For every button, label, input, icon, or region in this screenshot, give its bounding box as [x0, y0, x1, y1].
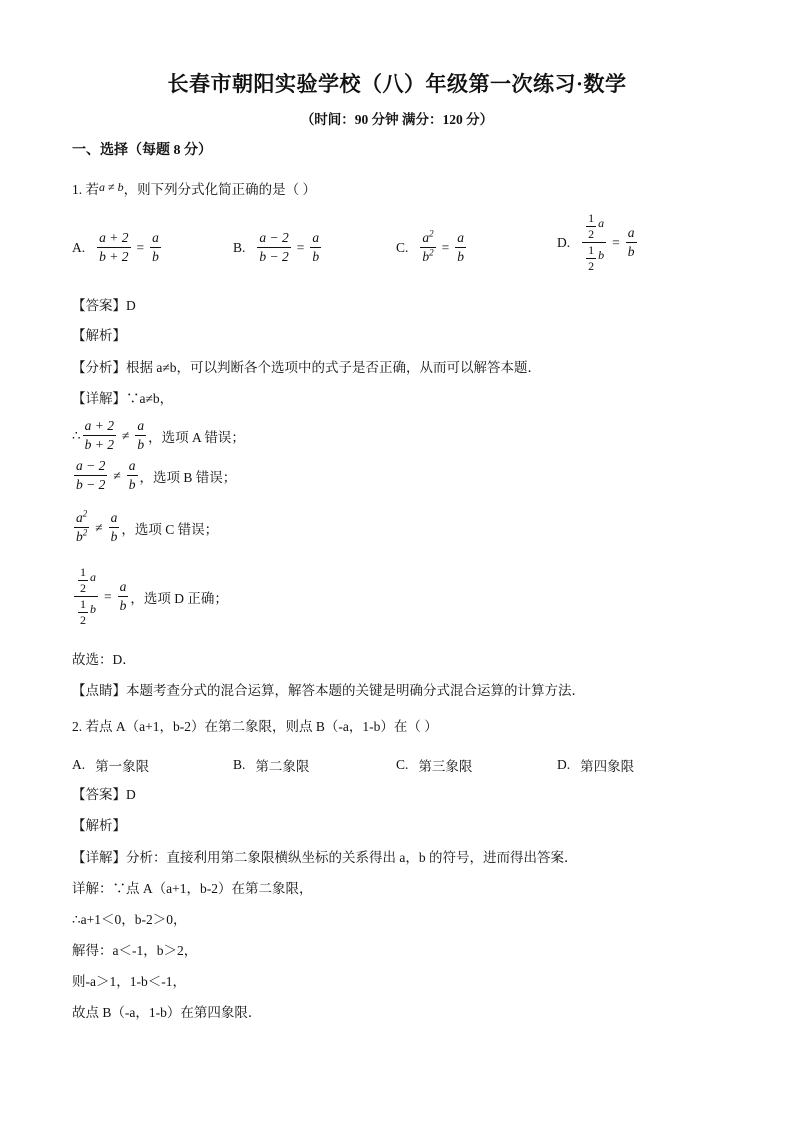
fraction	[74, 458, 107, 493]
equals-sign: =	[296, 239, 305, 255]
detail-line-a	[72, 418, 245, 453]
therefore-sign: ∴	[72, 427, 81, 443]
variable-a: a	[598, 215, 605, 230]
detail-line-b	[72, 458, 236, 493]
equals-sign: =	[441, 239, 450, 255]
fraction	[626, 225, 637, 260]
fraction	[135, 418, 146, 453]
option-b	[233, 755, 309, 775]
numerator: a	[137, 418, 145, 433]
not-equal-sign: ≠	[95, 519, 103, 535]
option-text: 第一象限	[95, 759, 150, 774]
numerator: a	[119, 579, 127, 594]
option-label: A.	[72, 239, 86, 255]
variable-a: a	[90, 569, 96, 584]
answer-1: 【答案】D	[72, 298, 136, 313]
analysis-title-1: 【解析】	[72, 328, 126, 343]
detail-line-c	[72, 510, 218, 545]
numerator-base: a	[76, 510, 83, 525]
fraction	[83, 418, 116, 453]
option-label: A.	[72, 757, 86, 772]
denominator-base: b	[422, 249, 430, 264]
denominator: b + 2	[99, 249, 129, 264]
not-equal-sign: ≠	[113, 467, 121, 483]
exam-info: （时间：90 分钟 满分：120 分）	[300, 112, 494, 127]
denominator: b	[119, 598, 127, 613]
section-heading: 一、选择（每题 8 分）	[72, 143, 212, 158]
option-label: B.	[233, 239, 246, 255]
fraction	[74, 510, 89, 545]
numerator: a	[627, 225, 635, 240]
question-1-prefix: 1. 若	[72, 182, 99, 197]
complex-fraction	[582, 212, 606, 273]
complex-fraction	[74, 566, 98, 627]
denominator: b	[128, 477, 136, 492]
step-3: 解得：a＜-1，b＞2，	[72, 943, 198, 958]
question-2-stem: 2. 若点 A（a+1，b-2）在第二象限，则点 B（-a，1-b）在（ ）	[72, 719, 438, 734]
numerator: a + 2	[99, 230, 129, 245]
denominator: b	[137, 437, 145, 452]
denominator-exponent: 2	[429, 247, 434, 258]
option-text: 第四象限	[580, 759, 635, 774]
option-d	[557, 212, 639, 273]
question-1-stem	[72, 178, 316, 199]
step-2: ∴a+1＜0，b-2＞0，	[72, 912, 187, 927]
step-1: 详解：∵点 A（a+1，b-2）在第二象限，	[72, 881, 313, 896]
option-text: 第三象限	[418, 759, 473, 774]
denominator: b	[152, 249, 159, 264]
answer-2: 【答案】D	[72, 787, 136, 802]
analysis-title-2: 【解析】	[72, 818, 126, 833]
numerator: a	[152, 230, 159, 245]
half-denominator: 2	[80, 581, 86, 595]
option-label: D.	[557, 234, 571, 250]
fraction	[97, 230, 130, 265]
denominator-exponent: 2	[82, 527, 88, 538]
half-numerator: 1	[588, 243, 595, 257]
option-text: 第二象限	[255, 759, 310, 774]
half-denominator: 2	[80, 613, 86, 627]
option-a	[72, 230, 163, 265]
not-equal-sign: ≠	[121, 427, 130, 443]
detail-c-text: ，选项 C 错误；	[121, 521, 219, 537]
dianjing-1: 【点睛】本题考查分式的混合运算，解答本题的关键是明确分式混合运算的计算方法．	[72, 683, 585, 698]
detail-2: 【详解】分析：直接利用第二象限横纵坐标的关系得出 a，b 的符号，进而得出答案．	[72, 850, 578, 865]
equals-sign: =	[612, 234, 620, 250]
analysis-text-1: 【分析】根据 a≠b，可以判断各个选项中的式子是否正确，从而可以解答本题．	[72, 360, 542, 375]
option-b	[233, 230, 323, 265]
detail-intro-1: 【详解】∵a≠b，	[72, 391, 174, 406]
detail-b-text: ，选项 B 错误；	[139, 469, 237, 485]
detail-a-text: ，选项 A 错误；	[148, 429, 245, 445]
numerator: a	[110, 510, 118, 525]
fraction	[150, 230, 161, 265]
question-1-suffix: ，则下列分式化简正确的是（ ）	[123, 182, 316, 197]
equals-sign: =	[136, 239, 145, 255]
variable-b: b	[90, 601, 96, 616]
numerator-base: a	[422, 230, 430, 245]
option-a	[72, 755, 149, 775]
denominator: b	[457, 249, 465, 264]
denominator: b − 2	[259, 249, 289, 264]
question-1-condition: a ≠ b	[99, 180, 124, 194]
numerator: a − 2	[76, 458, 106, 473]
fraction	[310, 230, 321, 265]
denominator: b	[110, 529, 118, 544]
denominator: b	[312, 249, 320, 264]
detail-d-text: ，选项 D 正确；	[130, 590, 228, 606]
denominator: b + 2	[84, 437, 114, 452]
choose-1: 故选：D．	[72, 652, 136, 667]
numerator: a	[457, 230, 465, 245]
option-c	[396, 755, 472, 775]
half-numerator: 1	[80, 565, 86, 579]
option-label: C.	[396, 757, 409, 772]
denominator-base: b	[76, 529, 83, 544]
option-label: D.	[557, 757, 571, 772]
fraction	[109, 510, 120, 545]
option-label: C.	[396, 239, 409, 255]
fraction	[420, 230, 435, 265]
option-label: B.	[233, 757, 246, 772]
fraction	[257, 230, 290, 265]
equals-sign: =	[104, 588, 112, 604]
fraction	[118, 579, 129, 614]
denominator: b − 2	[76, 477, 106, 492]
half-numerator: 1	[588, 211, 595, 225]
page-title: 长春市朝阳实验学校（八）年级第一次练习·数学	[167, 72, 627, 96]
numerator: a − 2	[259, 230, 289, 245]
variable-b: b	[598, 247, 605, 262]
numerator-exponent: 2	[429, 228, 434, 239]
half-numerator: 1	[80, 597, 86, 611]
numerator: a	[128, 458, 136, 473]
option-d	[557, 755, 634, 775]
half-denominator: 2	[588, 259, 595, 273]
half-denominator: 2	[588, 227, 595, 241]
detail-line-d	[72, 566, 228, 627]
numerator-exponent: 2	[82, 508, 88, 519]
step-4: 则-a＞1，1-b＜-1，	[72, 974, 186, 989]
numerator: a	[312, 230, 320, 245]
denominator: b	[627, 244, 635, 259]
fraction	[455, 230, 466, 265]
fraction	[127, 458, 138, 493]
numerator: a + 2	[84, 418, 114, 433]
step-5: 故点 B（-a，1-b）在第四象限．	[72, 1005, 262, 1020]
option-c	[396, 230, 468, 265]
